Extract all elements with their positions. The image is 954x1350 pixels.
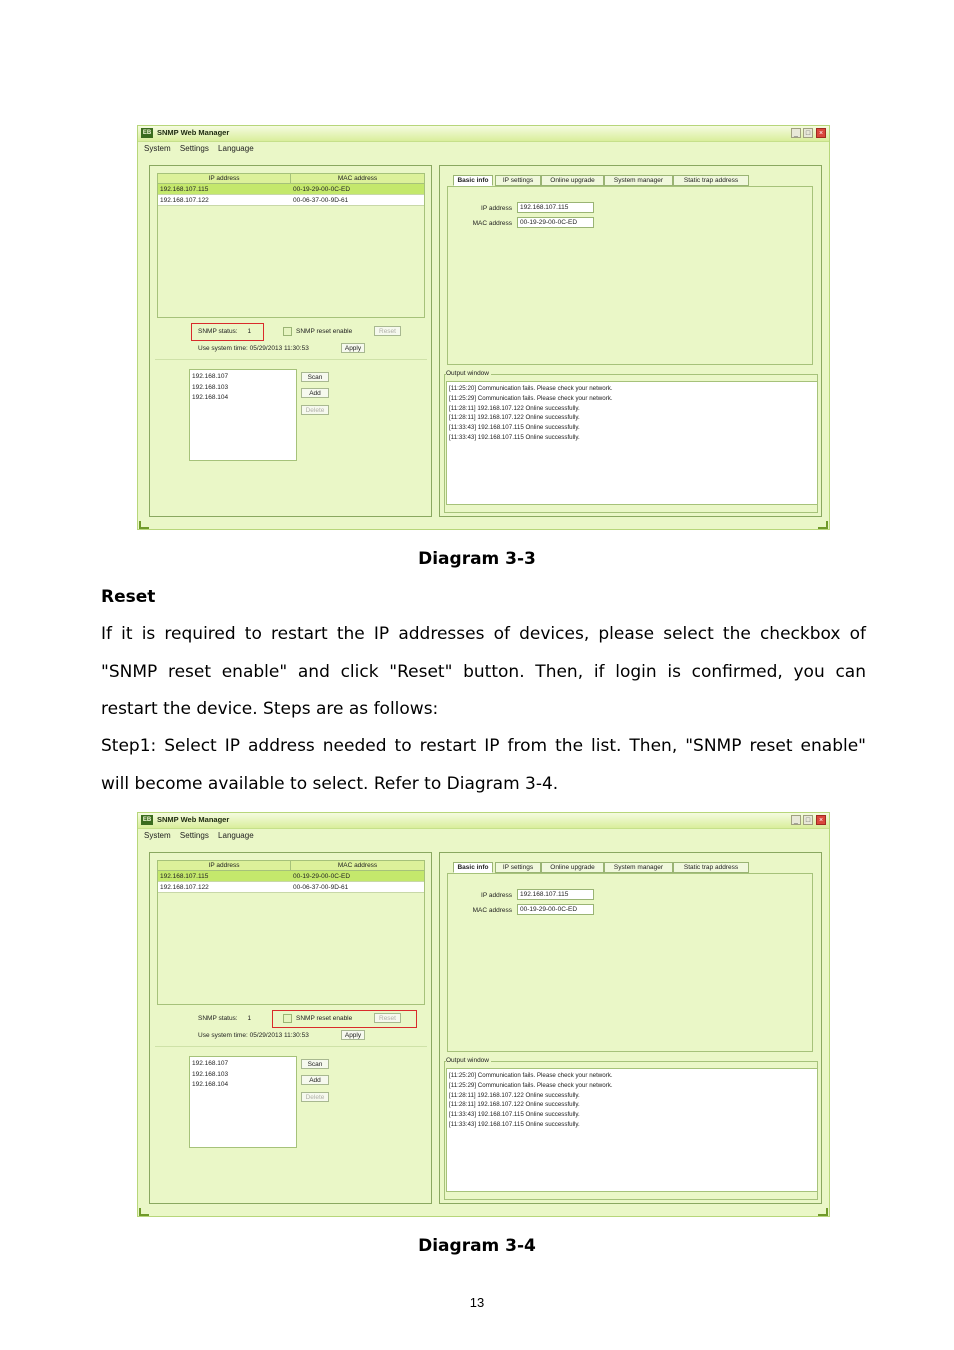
column-header-ip[interactable]: IP address [158,861,291,871]
tab-ip-settings[interactable]: IP settings [495,862,541,873]
log-line: [11:28:11] 192.168.107.122 Online successfully. [449,1091,580,1099]
tab-online-upgrade[interactable]: Online upgrade [541,862,604,873]
tab-system-manager[interactable]: System manager [604,175,673,186]
snmp-status-value: 1 [247,328,252,335]
system-time [198,1032,309,1039]
log-line: [11:33:43] 192.168.107.115 Online successfully. [449,424,580,432]
right-panel [439,165,822,517]
page-number: 13 [469,1295,485,1310]
apply-button[interactable]: Apply [341,1030,365,1040]
separator [155,359,427,360]
log-line: [11:33:43] 192.168.107.115 Online successfully. [449,433,580,441]
table-row[interactable] [158,195,424,206]
tab-basic-info[interactable]: Basic info [453,862,493,873]
menu-system[interactable]: System [144,831,171,840]
highlight-box [191,323,264,341]
reset-button[interactable]: Reset [374,1013,401,1023]
tab-ip-settings[interactable]: IP settings [495,175,541,186]
window-titlebar [138,813,829,829]
menu-system[interactable]: System [144,144,171,153]
maximize-icon[interactable]: □ [803,128,813,138]
cell-ip: 192.168.107.115 [160,873,209,880]
paragraph-line: restart the device. Steps are as follows: [101,699,439,719]
device-table [157,173,425,318]
separator [155,1046,427,1047]
log-line: [11:33:43] 192.168.107.115 Online successfully. [449,1120,580,1128]
log-line: [11:25:29] Communication fails. Please check your network. [449,1081,613,1089]
log-line: [11:28:11] 192.168.107.122 Online successfully. [449,404,580,412]
mac-address-field[interactable]: 00-19-29-00-0C-ED [517,904,594,915]
paragraph-step1 [101,728,866,803]
menu-language[interactable]: Language [218,144,254,153]
basic-info-panel [447,873,813,1052]
list-item[interactable]: 192.168.107 [192,373,229,380]
close-icon[interactable]: × [816,128,826,138]
screenshot-diagram-3-4 [137,812,830,1217]
ip-address-label: IP address [481,892,512,899]
snmp-status-label: SNMP status: [198,1015,238,1022]
cell-ip: 192.168.107.115 [160,186,209,193]
log-line: [11:28:11] 192.168.107.122 Online successfully. [449,414,580,422]
snmp-status-label: SNMP status: [198,328,238,335]
reset-button[interactable]: Reset [374,326,401,336]
window-title: SNMP Web Manager [157,815,230,824]
app-icon: EB [142,130,152,136]
left-panel [149,852,432,1204]
cell-mac: 00-06-37-00-9D-61 [293,197,349,204]
right-panel [439,852,822,1204]
snmp-status-value: 1 [247,1015,252,1022]
paragraph-line: "SNMP reset enable" and click "Reset" button. Then, if login is confirmed, you can [101,661,866,682]
tab-static-trap-address[interactable]: Static trap address [673,862,749,873]
resize-corner [139,1208,149,1216]
device-table [157,860,425,1005]
menu-language[interactable]: Language [218,831,254,840]
resize-corner[interactable] [818,1208,828,1216]
cell-mac: 00-06-37-00-9D-61 [293,884,349,891]
output-log[interactable] [446,381,818,505]
snmp-reset-enable-label: SNMP reset enable [296,1015,353,1022]
snmp-status [198,1015,251,1022]
system-time-label: Use system time: [198,345,248,352]
column-header-mac[interactable]: MAC address [291,861,424,871]
mac-address-label: MAC address [472,220,512,227]
scan-button[interactable]: Scan [301,372,329,382]
column-header-mac[interactable]: MAC address [291,174,424,184]
menu-settings[interactable]: Settings [179,831,209,840]
menu-settings[interactable]: Settings [179,144,209,153]
highlight-box [272,1010,417,1028]
system-time-label: Use system time: [198,1032,248,1039]
tab-basic-info[interactable]: Basic info [453,175,493,186]
output-log[interactable] [446,1068,818,1192]
cell-ip: 192.168.107.122 [160,197,209,204]
output-window [444,1057,818,1200]
cell-mac: 00-19-29-00-0C-ED [293,186,351,193]
mac-address-field[interactable]: 00-19-29-00-0C-ED [517,217,594,228]
maximize-icon[interactable]: □ [803,815,813,825]
log-line: [11:28:11] 192.168.107.122 Online successfully. [449,1101,580,1109]
output-window-title: Output window [446,1057,489,1064]
ip-range-list[interactable] [189,369,297,461]
system-time-value: 05/29/2013 11:30:53 [249,1032,309,1039]
resize-corner [139,521,149,529]
delete-button[interactable]: Delete [301,405,329,415]
table-row[interactable] [158,184,424,195]
column-header-ip[interactable]: IP address [158,174,291,184]
tab-system-manager[interactable]: System manager [604,862,673,873]
tab-online-upgrade[interactable]: Online upgrade [541,175,604,186]
list-item[interactable]: 192.168.104 [192,1081,229,1088]
caption-diagram-3-3: Diagram 3-3 [418,549,536,569]
menu-bar [144,144,261,153]
window-titlebar [138,126,829,142]
table-row[interactable] [158,871,424,882]
add-button[interactable]: Add [301,388,329,398]
left-panel [149,165,432,517]
snmp-reset-enable-checkbox[interactable] [283,327,292,336]
paragraph-line: If it is required to restart the IP addresses of devices, please select the checkbox of [101,624,866,644]
minimize-icon[interactable]: _ [791,128,801,138]
minimize-icon[interactable]: _ [791,815,801,825]
scan-button[interactable]: Scan [301,1059,329,1069]
close-icon[interactable]: × [816,815,826,825]
window-title: SNMP Web Manager [157,128,230,137]
list-item[interactable]: 192.168.103 [192,1070,229,1078]
log-line: [11:33:43] 192.168.107.115 Online successfully. [449,1111,580,1119]
ip-address-label: IP address [481,205,512,212]
ip-range-list[interactable] [189,1056,297,1148]
output-window-title: Output window [446,370,489,377]
section-heading: Reset [101,587,156,607]
apply-button[interactable]: Apply [341,343,365,353]
basic-info-panel [447,186,813,365]
snmp-reset-enable-label: SNMP reset enable [296,328,353,335]
cell-ip: 192.168.107.122 [160,884,209,891]
app-icon: EB [142,817,152,823]
log-line: [11:25:20] Communication fails. Please check your network. [449,1072,613,1079]
list-item[interactable]: 192.168.103 [192,383,229,391]
cell-mac: 00-19-29-00-0C-ED [293,873,351,880]
resize-corner[interactable] [818,521,828,529]
ip-address-field[interactable]: 192.168.107.115 [517,202,594,213]
screenshot-diagram-3-3 [137,125,830,530]
ip-address-field[interactable]: 192.168.107.115 [517,889,594,900]
menu-bar [144,831,261,840]
list-item[interactable]: 192.168.107 [192,1060,229,1067]
system-time-value: 05/29/2013 11:30:53 [249,345,309,352]
log-line: [11:25:20] Communication fails. Please check your network. [449,385,613,392]
caption-diagram-3-4: Diagram 3-4 [418,1236,536,1256]
log-line: [11:25:29] Communication fails. Please check your network. [449,394,613,402]
delete-button[interactable]: Delete [301,1092,329,1102]
table-row[interactable] [158,882,424,893]
add-button[interactable]: Add [301,1075,329,1085]
tab-static-trap-address[interactable]: Static trap address [673,175,749,186]
system-time [198,345,309,352]
paragraph-reset-intro [101,616,866,729]
list-item[interactable]: 192.168.104 [192,394,229,401]
paragraph-line: Step1: Select IP address needed to restart IP from the list. Then, "SNMP reset enable" [101,736,866,756]
output-window [444,370,818,513]
paragraph-line: will become available to select. Refer to Diagram 3-4. [101,773,559,794]
mac-address-label: MAC address [472,907,512,914]
